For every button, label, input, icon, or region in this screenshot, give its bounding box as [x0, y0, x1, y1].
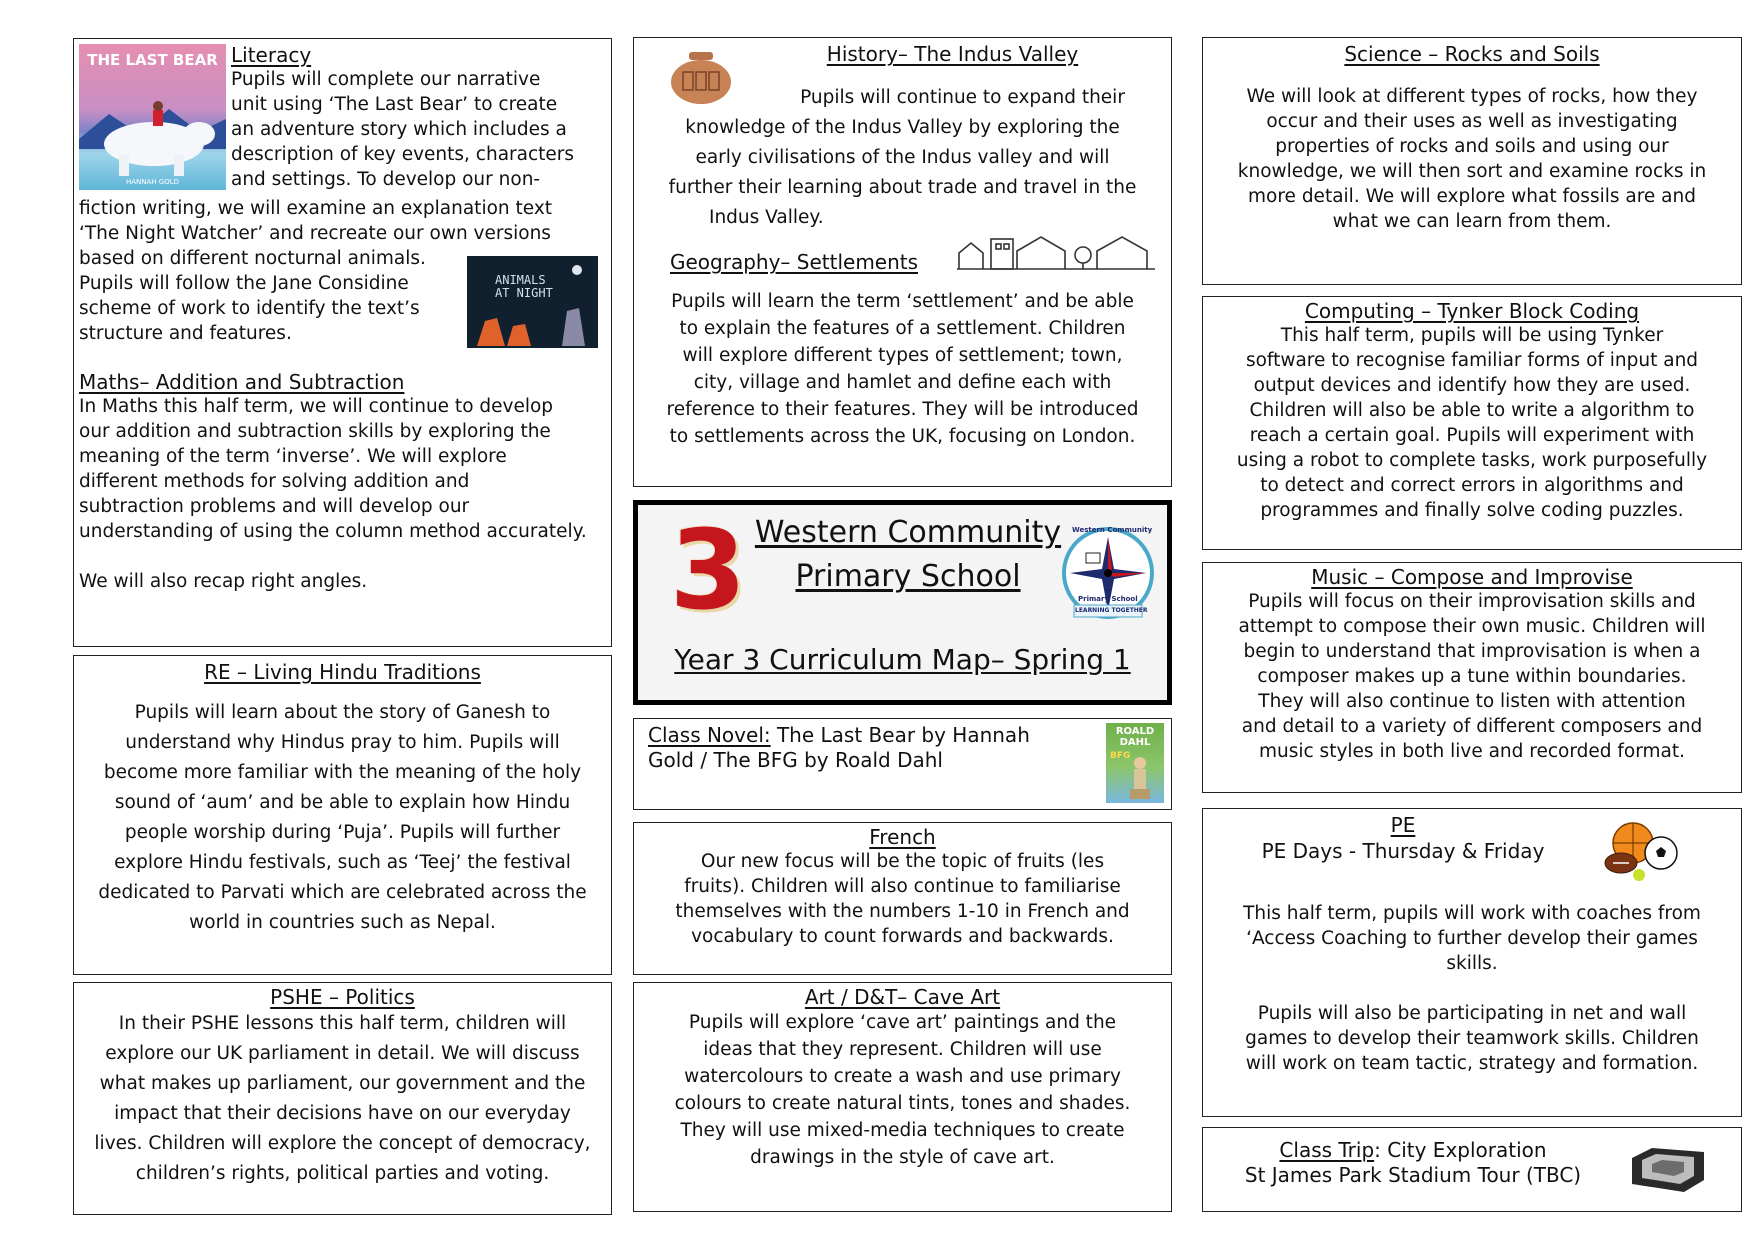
french-panel [633, 822, 1172, 975]
re-line: understand why Hindus pray to him. Pupils will [125, 732, 560, 753]
music-line: and detail to a variety of different composers and [1241, 716, 1703, 737]
re-heading: RE – Living Hindu Traditions [204, 660, 481, 684]
bfg-cover-author: ROALD DAHL [1115, 726, 1155, 748]
class-novel-label: Class Novel: [648, 723, 771, 747]
pe-line: Pupils will also be participating in net and wall [1257, 1003, 1687, 1024]
maths-line: different methods for solving addition and [79, 471, 470, 492]
science-line: what we can learn from them. [1332, 211, 1612, 232]
class-novel-panel [633, 718, 1172, 810]
bfg-giant-illustration [1106, 723, 1164, 803]
music-heading: Music – Compose and Improvise [1311, 565, 1633, 589]
school-logo [1056, 523, 1160, 627]
music-line: Pupils will focus on their improvisation skills and [1248, 591, 1696, 612]
school-logo-bottom-text: Primary School [1078, 595, 1138, 603]
computing-line: using a robot to complete tasks, work purposefully [1236, 450, 1708, 471]
computing-line: reach a certain goal. Pupils will experiment with [1249, 425, 1695, 446]
music-line: composer makes up a tune within boundaries. [1257, 666, 1687, 687]
science-line: knowledge, we will then sort and examine rocks in [1237, 161, 1707, 182]
music-line: begin to understand that improvisation is when a [1243, 641, 1701, 662]
pe-line: will work on team tactic, strategy and formation. [1245, 1053, 1699, 1074]
computing-line: This half term, pupils will be using Tynker [1280, 325, 1664, 346]
computing-heading: Computing – Tynker Block Coding [1304, 299, 1640, 323]
literacy-line: Pupils will complete our narrative [231, 69, 541, 90]
class-trip-line2: St James Park Stadium Tour (TBC) [1244, 1163, 1582, 1187]
computing-line: programmes and finally solve coding puzzles. [1260, 500, 1684, 521]
bfg-book-cover [1106, 723, 1164, 803]
school-name-line1: Western Community [754, 515, 1062, 550]
pshe-line: children’s rights, political parties and voting. [135, 1163, 550, 1184]
pshe-heading: PSHE – Politics [270, 985, 415, 1009]
school-logo-top-text: Western Community [1072, 526, 1153, 534]
literacy-line: and settings. To develop our non- [231, 169, 541, 190]
geography-line: Pupils will learn the term ‘settlement’ and be able [671, 291, 1134, 312]
maths-line: meaning of the term ‘inverse’. We will explore [79, 446, 507, 467]
art-line: watercolours to create a wash and use primary [684, 1066, 1121, 1087]
class-trip-destination: : City Exploration [1374, 1138, 1547, 1162]
literacy-line: Pupils will follow the Jane Considine [79, 273, 409, 294]
school-name-line2: Primary School [795, 559, 1021, 594]
music-line: attempt to compose their own music. Children will [1238, 616, 1706, 637]
pshe-line: lives. Children will explore the concept of democracy, [94, 1133, 591, 1154]
pe-days: PE Days - Thursday & Friday [1261, 839, 1545, 863]
art-line: ideas that they represent. Children will use [703, 1039, 1102, 1060]
re-line: become more familiar with the meaning of the holy [103, 762, 582, 783]
bfg-cover-title: BFG [1110, 751, 1131, 761]
last-bear-book-cover [79, 44, 226, 190]
art-line: drawings in the style of cave art. [750, 1147, 1055, 1168]
class-trip-label: Class Trip [1279, 1138, 1375, 1162]
last-bear-cover-author: HANNAH GOLD [125, 178, 180, 186]
re-line: people worship during ‘Puja’. Pupils will further [124, 822, 561, 843]
maths-line: our addition and subtraction skills by exploring the [79, 421, 551, 442]
pshe-line: In their PSHE lessons this half term, children will [118, 1013, 567, 1034]
pe-line: ‘Access Coaching to further develop their games [1246, 928, 1698, 949]
computing-panel [1202, 296, 1742, 550]
literacy-heading: Literacy [231, 43, 312, 67]
maths-line: In Maths this half term, we will continue to develop [79, 396, 554, 417]
re-line: sound of ‘aum’ and be able to explain how Hindu [114, 792, 571, 813]
science-heading: Science – Rocks and Soils [1344, 42, 1600, 66]
nocturnal-animals-illustration [467, 256, 598, 348]
music-line: They will also continue to listen with attention [1258, 691, 1686, 712]
pshe-line: what makes up parliament, our government and the [99, 1073, 586, 1094]
history-heading: History– The Indus Valley [826, 42, 1079, 66]
history-line: early civilisations of the Indus valley and will [695, 147, 1110, 168]
geography-line: to explain the features of a settlement. Children [679, 318, 1126, 339]
settlement-houses-icon [957, 231, 1157, 273]
year-3-numeral-icon [663, 506, 753, 634]
literacy-line: fiction writing, we will examine an explanation text [79, 198, 553, 219]
art-line: Pupils will explore ‘cave art’ paintings and the [688, 1012, 1117, 1033]
maths-line: understanding of using the column method accurately. [79, 521, 587, 542]
re-line: Pupils will learn about the story of Ganesh to [134, 702, 551, 723]
class-trip-panel [1202, 1127, 1742, 1212]
pe-line: skills. [1446, 953, 1498, 974]
class-novel-text-line1: The Last Bear by Hannah [770, 723, 1030, 747]
maths-heading: Maths– Addition and Subtraction [79, 370, 405, 394]
class-novel-text-line2: Gold / The BFG by Roald Dahl [648, 748, 943, 772]
re-line: dedicated to Parvati which are celebrated across the [98, 882, 587, 903]
history-geography-panel [633, 37, 1172, 487]
geography-heading: Geography– Settlements [670, 250, 919, 274]
stadium-icon [1628, 1144, 1708, 1196]
literacy-line: scheme of work to identify the text’s [79, 298, 420, 319]
history-line: Indus Valley. [709, 207, 824, 228]
geography-line: reference to their features. They will be introduced [666, 399, 1139, 420]
history-line: Pupils will continue to expand their [800, 87, 1125, 108]
geography-line: to settlements across the UK, focusing on London. [669, 426, 1136, 447]
literacy-maths-panel [73, 38, 612, 647]
maths-recap-line: We will also recap right angles. [79, 571, 368, 592]
title-panel [633, 500, 1172, 705]
re-line: explore Hindu festivals, such as ‘Teej’ the festival [114, 852, 571, 873]
re-line: world in countries such as Nepal. [189, 912, 496, 933]
french-line: Our new focus will be the topic of fruits (les [700, 851, 1105, 872]
literacy-line: description of key events, characters [231, 144, 575, 165]
animals-at-night-book-cover [467, 256, 598, 348]
literacy-line: an adventure story which includes a [231, 119, 567, 140]
music-line: music styles in both live and recorded format. [1258, 741, 1685, 762]
computing-line: to detect and correct errors in algorithms and [1260, 475, 1684, 496]
geography-line: will explore different types of settlement; town, [682, 345, 1123, 366]
pe-line: games to develop their teamwork skills. Children [1245, 1028, 1699, 1049]
computing-line: Children will also be able to write a algorithm to [1249, 400, 1695, 421]
french-line: fruits). Children will also continue to familiarise [684, 876, 1121, 897]
literacy-line: ‘The Night Watcher’ and recreate our own versions [79, 223, 551, 244]
computing-line: output devices and identify how they are used. [1253, 375, 1691, 396]
curriculum-map-title: Year 3 Curriculum Map– Spring 1 [674, 643, 1131, 676]
sports-balls-icon [1603, 819, 1683, 883]
history-line: further their learning about trade and travel in the [668, 177, 1137, 198]
french-line: vocabulary to count forwards and backwards. [691, 926, 1114, 947]
science-panel [1202, 37, 1742, 285]
pe-line: This half term, pupils will work with coaches from [1243, 903, 1701, 924]
art-line: colours to create natural tints, tones and shades. [674, 1093, 1131, 1114]
computing-line: software to recognise familiar forms of input and [1245, 350, 1699, 371]
animals-at-night-title-1: ANIMALS [495, 273, 546, 287]
art-heading: Art / D&T– Cave Art [804, 985, 1001, 1009]
french-line: themselves with the numbers 1-10 in French and [675, 901, 1130, 922]
science-line: occur and their uses as well as investigating [1266, 111, 1678, 132]
re-panel [73, 655, 612, 975]
science-line: more detail. We will explore what fossils are and [1248, 186, 1696, 207]
science-line: We will look at different types of rocks, how they [1246, 86, 1698, 107]
history-line: knowledge of the Indus Valley by exploring the [685, 117, 1120, 138]
literacy-line: unit using ‘The Last Bear’ to create [231, 94, 558, 115]
french-heading: French [869, 825, 936, 849]
pshe-line: impact that their decisions have on our everyday [114, 1103, 571, 1124]
literacy-line: based on different nocturnal animals. [79, 248, 426, 269]
pe-heading: PE [1390, 813, 1416, 837]
school-logo-ribbon-text: LEARNING TOGETHER [1075, 607, 1148, 614]
pe-panel [1202, 808, 1742, 1117]
science-line: properties of rocks and soils and using our [1275, 136, 1669, 157]
animals-at-night-title-2: AT NIGHT [495, 286, 553, 300]
year-3-numeral: 3 [669, 506, 747, 634]
art-dt-panel [633, 982, 1172, 1212]
maths-line: subtraction problems and will develop our [79, 496, 470, 517]
geography-line: city, village and hamlet and define each with [693, 372, 1112, 393]
literacy-line: structure and features. [79, 323, 292, 344]
last-bear-cover-title: THE LAST BEAR [87, 51, 218, 69]
pshe-panel [73, 982, 612, 1215]
art-line: They will use mixed-media techniques to create [680, 1120, 1125, 1141]
pshe-line: explore our UK parliament in detail. We will discuss [105, 1043, 580, 1064]
music-panel [1202, 562, 1742, 793]
